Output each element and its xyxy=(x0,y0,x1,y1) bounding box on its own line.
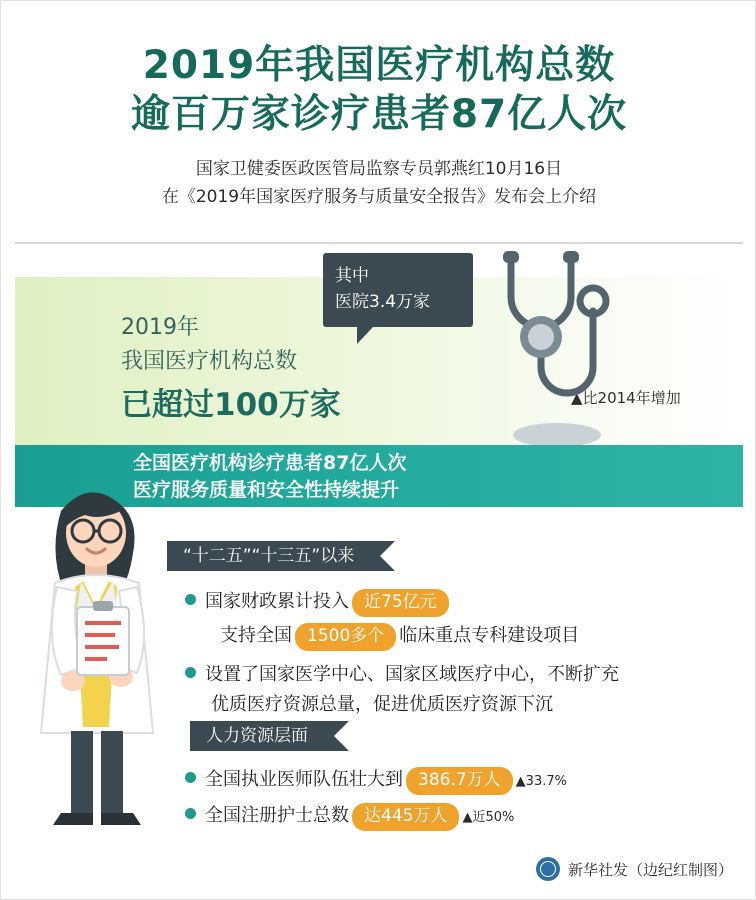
clipboard-icon xyxy=(77,601,129,675)
header xyxy=(15,15,743,243)
title-line-2: 逾百万家诊疗患者87亿人次 xyxy=(130,92,628,137)
teal-band-line-1: 全国医疗机构诊疗患者87亿人次 xyxy=(133,452,407,474)
bullet-finance-second-post: 临床重点专科建设项目 xyxy=(399,625,580,646)
bullet-finance-second xyxy=(220,621,579,651)
title-line-1: 2019年我国医疗机构总数 xyxy=(142,43,616,88)
section-tag-plans: “十二五”“十三五”以来 xyxy=(167,541,380,571)
bullet-nurses-pre: 全国注册护士总数 xyxy=(205,805,349,826)
subtitle-line-1: 国家卫健委医政医管局监察专员郭燕红10月16日 xyxy=(195,159,563,179)
bullet-doctors-pre: 全国执业医师队伍壮大到 xyxy=(205,769,403,790)
bullet-finance-pill: 近75亿元 xyxy=(352,589,449,617)
subtitle xyxy=(15,155,743,211)
callout-line-2: 医院3.4万家 xyxy=(335,292,431,312)
header-divider xyxy=(15,242,743,244)
bullet-finance xyxy=(185,587,452,617)
teal-band-line-2: 医疗服务质量和安全性持续提升 xyxy=(133,479,400,501)
section-tag-workforce: 人力资源层面 xyxy=(190,721,334,751)
bullet-doctors-pill: 386.7万人 xyxy=(406,767,513,795)
bullet-finance-pre: 国家财政累计投入 xyxy=(205,591,349,612)
subtitle-line-2: 在《2019年国家医疗服务与质量安全报告》发布会上介绍 xyxy=(161,187,597,207)
bullet-finance-second-pre: 支持全国 xyxy=(220,625,292,646)
green-panel-year: 2019年 xyxy=(121,315,199,340)
compare-note: ▲比2014年增加 xyxy=(571,389,681,407)
credit xyxy=(536,857,733,881)
green-panel-value: 已超过100万家 xyxy=(121,387,341,423)
green-panel-text xyxy=(121,311,341,427)
green-panel-label: 我国医疗机构总数 xyxy=(121,349,298,374)
bullet-doctors-delta: ▲33.7% xyxy=(515,774,567,789)
credit-text: 新华社发（边纪红制图） xyxy=(567,860,733,879)
stethoscope-icon xyxy=(481,249,631,443)
bullet-finance-second-pill: 1500多个 xyxy=(295,623,396,651)
doctor-illustration xyxy=(19,459,194,863)
bullet-doctors xyxy=(185,765,567,797)
callout-line-1: 其中 xyxy=(335,266,369,286)
bullet-centers xyxy=(185,660,619,690)
bullet-nurses-delta: ▲近50% xyxy=(462,810,515,825)
page-title xyxy=(15,15,743,139)
bullet-nurses-pill: 达445万人 xyxy=(352,803,459,831)
callout-bubble xyxy=(323,253,473,327)
bullet-centers-second xyxy=(211,690,553,720)
bullet-nurses xyxy=(185,801,514,833)
bullet-centers-second-pre: 优质医疗资源总量，促进优质医疗资源下沉 xyxy=(211,694,553,715)
bullet-centers-pre: 设置了国家医学中心、国家区域医疗中心，不断扩充 xyxy=(205,664,619,685)
xinhua-logo-icon xyxy=(536,857,560,881)
